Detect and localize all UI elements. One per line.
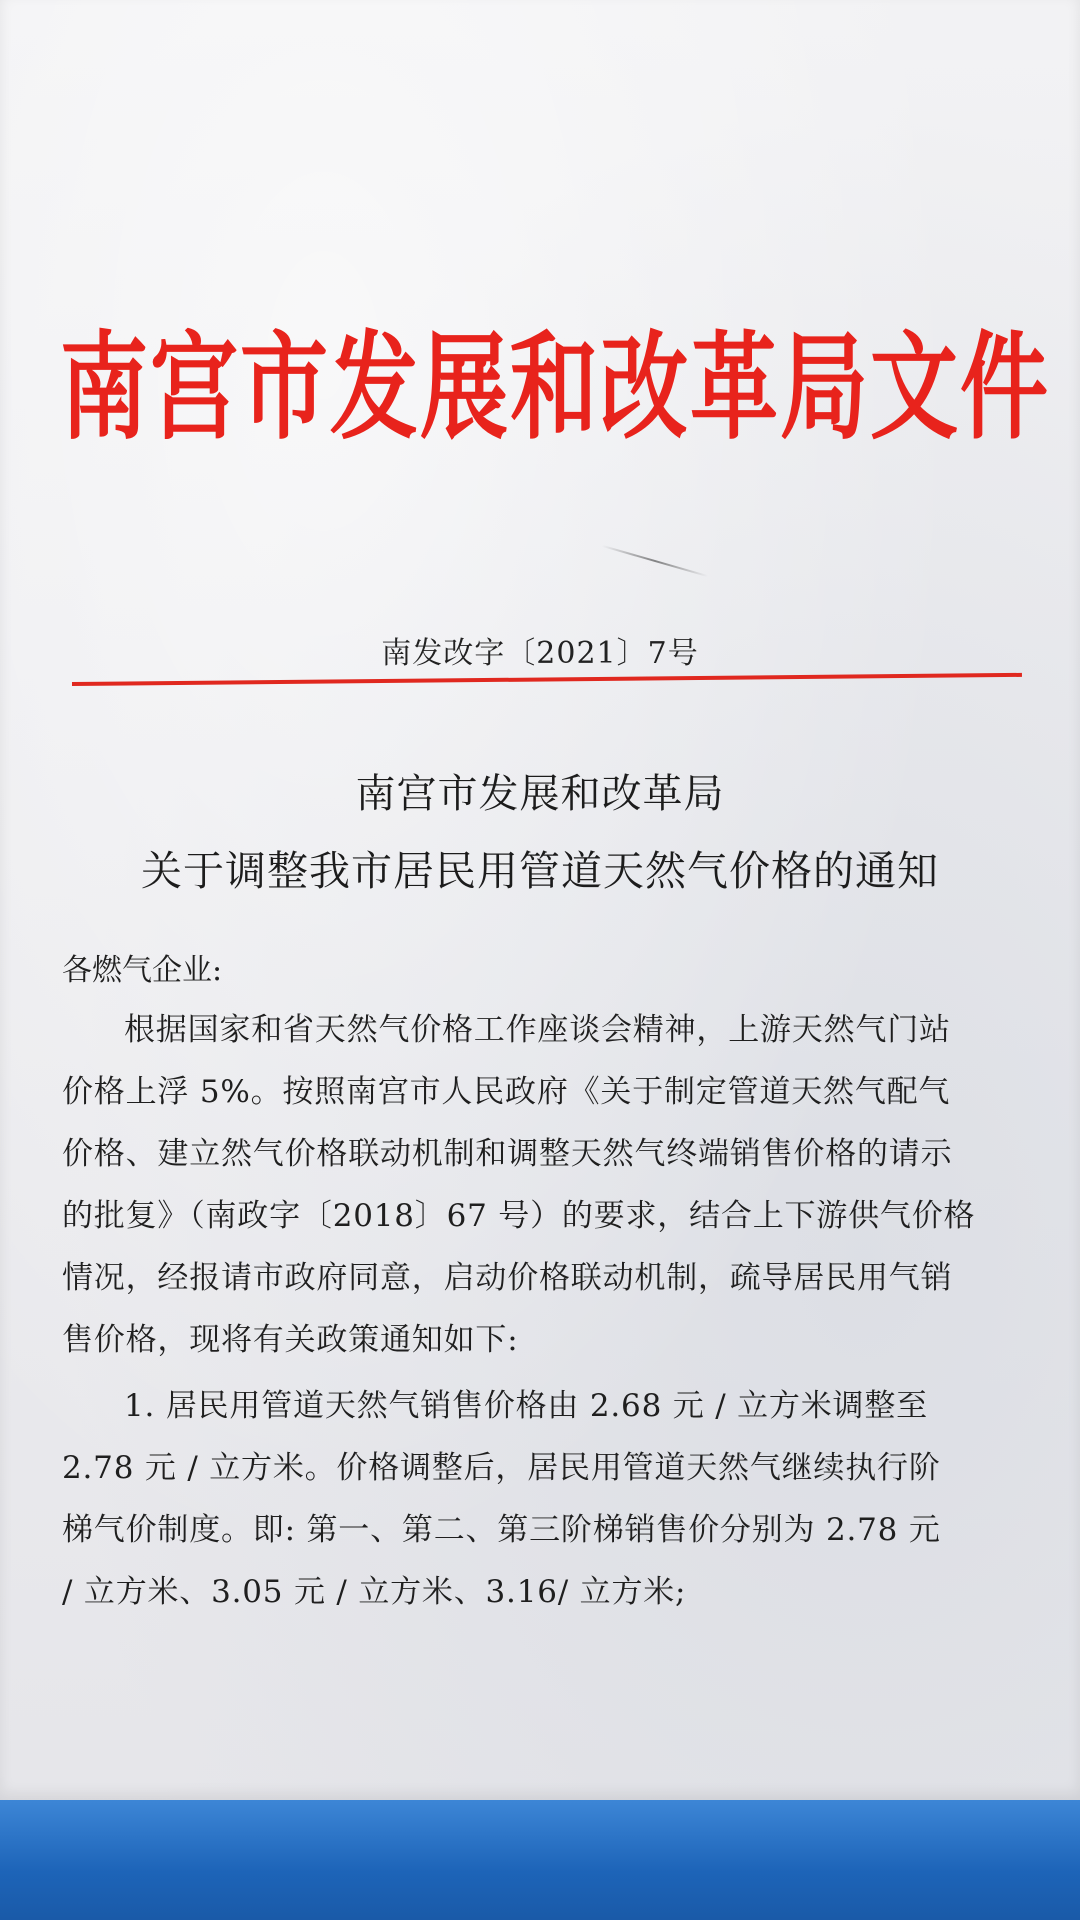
body-line: 2.78 元 / 立方米。价格调整后，居民用管道天然气继续执行阶 — [62, 1450, 941, 1486]
document-number: 南发改字〔2021〕7号 — [381, 636, 699, 671]
body-line: / 立方米、3.05 元 / 立方米、3.16/ 立方米; — [62, 1574, 687, 1610]
body-line: 售价格，现将有关政策通知如下: — [62, 1322, 519, 1358]
body-line: 价格、建立然气价格联动机制和调整天然气终端销售价格的请示 — [62, 1136, 953, 1172]
body-line: 的批复》（南政字〔2018〕67 号）的要求，结合上下游供气价格 — [62, 1198, 976, 1234]
notice-salutation: 各燃气企业: — [62, 953, 223, 988]
paper-fold-mark — [602, 545, 708, 577]
body-line: 梯气价制度。即: 第一、第二、第三阶梯销售价分别为 2.78 元 — [62, 1512, 941, 1548]
notice-issuer: 南宫市发展和改革局 — [355, 771, 725, 817]
body-line: 根据国家和省天然气价格工作座谈会精神，上游天然气门站 — [124, 1012, 951, 1048]
body-line: 价格上浮 5%。按照南宫市人民政府《关于制定管道天然气配气 — [62, 1074, 951, 1110]
body-line: 1. 居民用管道天然气销售价格由 2.68 元 / 立方米调整至 — [124, 1388, 928, 1424]
body-line: 情况，经报请市政府同意，启动价格联动机制，疏导居民用气销 — [62, 1260, 953, 1296]
document-header-title: 南宫市发展和改革局文件 — [60, 319, 1051, 456]
background-blue-surface — [0, 1800, 1080, 1920]
header-red-divider — [72, 673, 1022, 686]
notice-title: 关于调整我市居民用管道天然气价格的通知 — [141, 847, 939, 895]
